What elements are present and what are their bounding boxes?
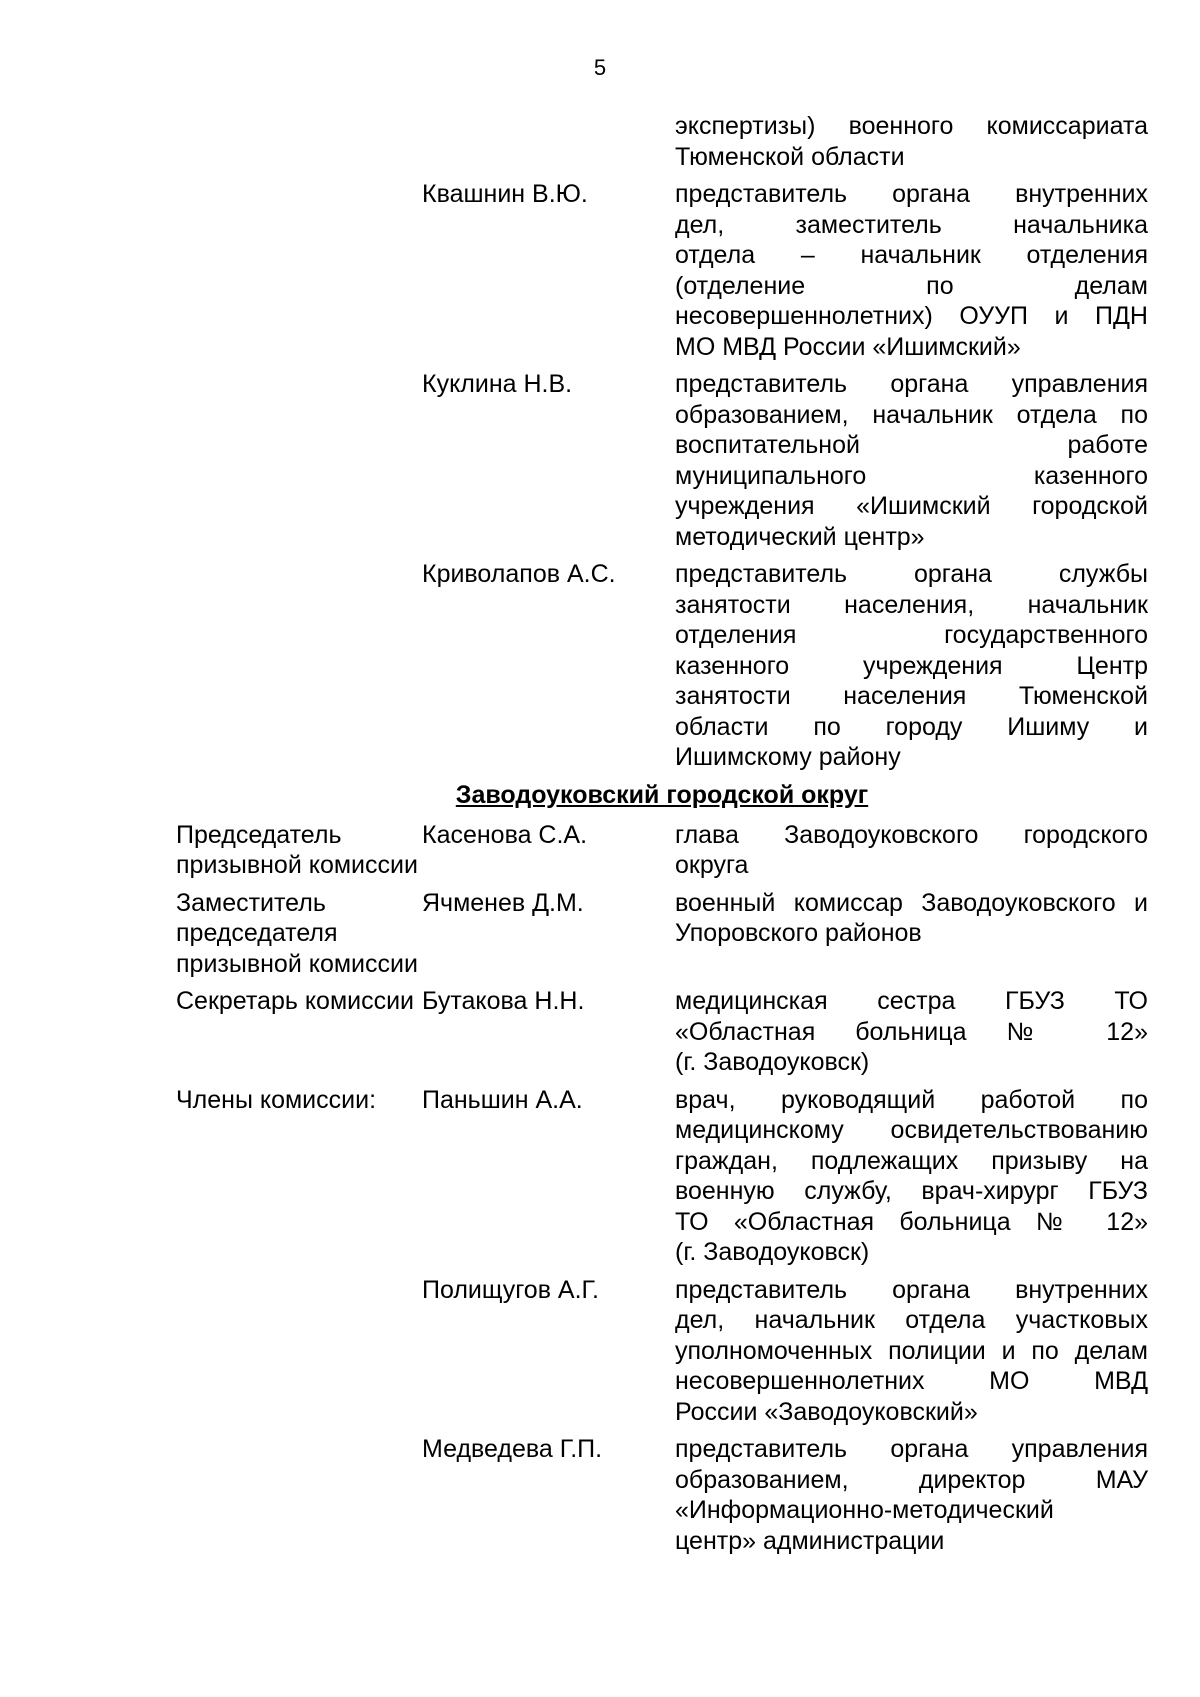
member-role xyxy=(176,369,422,552)
member-position xyxy=(675,820,1148,881)
member-position xyxy=(675,888,1148,980)
position-line: образованием, директор МАУ xyxy=(675,1465,1148,1494)
position-line: Упоровского районов xyxy=(675,919,922,947)
member-name: Полищугов А.Г. xyxy=(422,1275,599,1304)
member-row xyxy=(176,888,1148,980)
position-line: уполномоченных полиции и по делам xyxy=(675,1336,1148,1365)
position-line: МО МВД России «Ишимский» xyxy=(675,332,1021,361)
member-position xyxy=(675,369,1148,552)
member-name: Куклина Н.В. xyxy=(422,370,573,398)
member-role: Председатель призывной комиссии xyxy=(176,820,418,879)
member-row xyxy=(176,1085,1148,1268)
member-row xyxy=(176,1275,1148,1428)
member-row xyxy=(176,986,1148,1078)
position-line: муниципального казенного xyxy=(675,461,1148,490)
member-position xyxy=(675,179,1148,362)
position-line: Ишимскому району xyxy=(675,743,901,771)
member-role: Члены комиссии: xyxy=(176,1085,377,1114)
member-name: Ячменев Д.М. xyxy=(422,888,584,917)
member-position xyxy=(675,986,1148,1078)
position-line: дел, заместитель начальника xyxy=(675,210,1148,239)
position-line: несовершеннолетних МО МВД xyxy=(675,1367,1148,1395)
member-name: Касенова С.А. xyxy=(422,820,588,849)
position-line: врач, руководящий работой по xyxy=(675,1085,1148,1114)
position-line: представитель органа службы xyxy=(675,560,1148,588)
position-line: методический центр» xyxy=(675,522,925,551)
position-line: учреждения «Ишимский городской xyxy=(675,492,1148,520)
position-line: округа xyxy=(675,851,749,879)
members-block-zavodoukovsk xyxy=(176,820,1148,1557)
position-line: образованием, начальник отдела по xyxy=(675,400,1148,429)
position-line: России «Заводоуковский» xyxy=(675,1397,978,1426)
position-line: области по городу Ишиму и xyxy=(675,712,1148,741)
member-name: Медведева Г.П. xyxy=(422,1435,603,1463)
page-number: 5 xyxy=(593,55,607,80)
member-position xyxy=(675,1434,1148,1556)
member-name: Криволапов А.С. xyxy=(422,560,616,588)
position-line: военную службу, врач-хирург ГБУЗ xyxy=(675,1177,1148,1205)
member-row xyxy=(176,369,1148,552)
position-line: представитель органа управления xyxy=(675,370,1148,398)
member-name xyxy=(422,111,675,172)
members-block-ishim xyxy=(176,111,1148,773)
position-line: «Информационно-методический xyxy=(675,1496,1054,1524)
member-name: Бутакова Н.Н. xyxy=(422,987,585,1015)
position-line: граждан, подлежащих призыву на xyxy=(675,1146,1148,1175)
member-position xyxy=(675,1275,1148,1428)
member-role: Заместитель председателя призывной комиссии xyxy=(176,888,418,978)
position-line: казенного учреждения Центр xyxy=(675,651,1148,680)
member-position xyxy=(675,111,1148,172)
member-role xyxy=(176,179,422,362)
member-row xyxy=(176,111,1148,172)
member-role xyxy=(176,1434,422,1556)
section-heading: Заводоуковский городской округ xyxy=(455,780,869,809)
position-line: воспитательной работе xyxy=(675,431,1148,459)
position-line: глава Заводоуковского городского xyxy=(675,820,1148,849)
position-line: «Областная больница № 12» xyxy=(675,1017,1148,1046)
member-position xyxy=(675,1085,1148,1268)
position-line: (г. Заводоуковск) xyxy=(675,1048,870,1076)
member-role xyxy=(176,1275,422,1428)
position-line: (г. Заводоуковск) xyxy=(675,1238,870,1266)
position-line: центр» администрации xyxy=(675,1526,945,1555)
member-name: Паньшин А.А. xyxy=(422,1085,583,1114)
position-line: отдела – начальник отделения xyxy=(675,241,1148,269)
member-row xyxy=(176,1434,1148,1556)
position-line: медицинская сестра ГБУЗ ТО xyxy=(675,987,1148,1015)
position-line: дел, начальник отдела участковых xyxy=(675,1306,1148,1334)
position-line: занятости населения, начальник xyxy=(675,590,1148,619)
member-role: Секретарь комиссии xyxy=(176,987,415,1015)
member-role xyxy=(176,559,422,773)
position-line: занятости населения Тюменской xyxy=(675,682,1148,710)
position-line: представитель органа внутренних xyxy=(675,180,1148,208)
position-line: несовершеннолетних) ОУУП и ПДН xyxy=(675,302,1148,330)
member-name: Квашнин В.Ю. xyxy=(422,180,588,208)
position-line: Тюменской области xyxy=(675,142,905,171)
position-line: представитель органа внутренних xyxy=(675,1275,1148,1304)
position-line: экспертизы) военного комиссариата xyxy=(675,112,1148,140)
member-row xyxy=(176,559,1148,773)
position-line: военный комиссар Заводоуковского и xyxy=(675,888,1148,917)
position-line: отделения государственного xyxy=(675,621,1148,649)
member-position xyxy=(675,559,1148,773)
position-line: ТО «Областная больница № 12» xyxy=(675,1207,1148,1236)
commission-list xyxy=(176,111,1148,1563)
member-role xyxy=(176,111,422,172)
position-line: представитель органа управления xyxy=(675,1435,1148,1463)
member-row xyxy=(176,820,1148,881)
member-row xyxy=(176,179,1148,362)
position-line: медицинскому освидетельствованию xyxy=(675,1116,1148,1144)
position-line: (отделение по делам xyxy=(675,271,1148,300)
